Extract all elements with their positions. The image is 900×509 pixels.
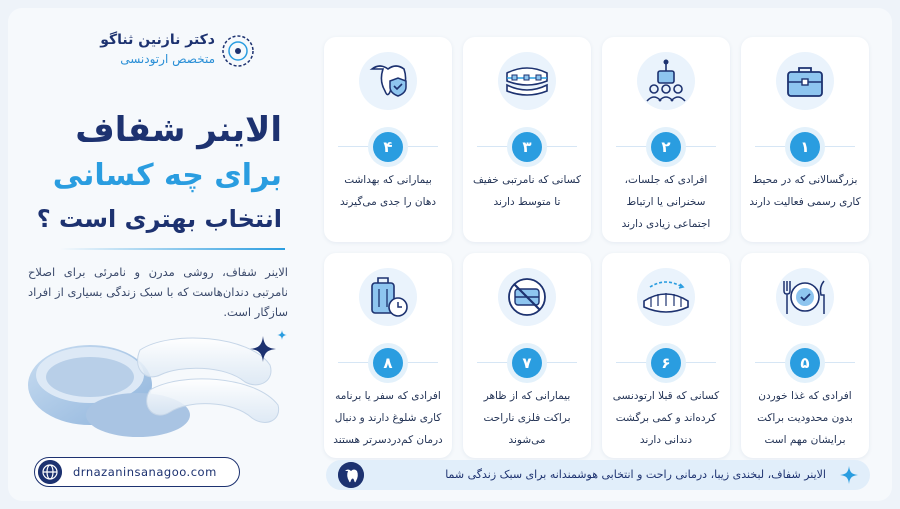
card-text: بیمارانی که از ظاهر براکت فلزی ناراحت می‌شوند <box>483 390 571 446</box>
clinic-logo-icon <box>221 34 255 68</box>
card-number: ۷ <box>512 348 542 378</box>
footer-text: الاینر شفاف، لبخندی زیبا، درمانی راحت و انتخابی هوشمندانه برای سبک زندگی شما <box>445 468 826 481</box>
card-text: بزرگسالانی که در محیط کاری رسمی فعالیت دارند <box>749 174 861 208</box>
braces-teeth-icon <box>497 51 557 111</box>
card-4 <box>324 37 452 242</box>
card-number: ۱ <box>790 132 820 162</box>
card-text: کسانی که قبلا ارتودنسی کرده‌اند و کمی برگشت دندانی دارند <box>612 390 720 446</box>
card-text: افرادی که جلسات، سخنرانی یا ارتباط اجتماعی زیادی دارند <box>621 174 711 230</box>
footer-banner <box>326 460 870 490</box>
card-text: افرادی که غذا خوردن بدون محدودیت براکت برایشان مهم است <box>757 390 853 446</box>
sparkle-icon <box>840 466 858 484</box>
briefcase-icon <box>775 51 835 111</box>
globe-icon <box>38 460 62 484</box>
card-text: افرادی که سفر یا برنامه کاری شلوغ دارند و دنبال درمان کم‌دردسرتر هستند <box>333 390 443 446</box>
card-text: بیمارانی که بهداشت دهان را جدی می‌گیرند <box>339 174 437 208</box>
card-5 <box>741 253 869 458</box>
brand-subtitle: متخصص ارتودنسی <box>120 52 215 66</box>
tooth-icon <box>338 462 364 488</box>
website-url: drnazaninsanagoo.com <box>73 465 217 479</box>
headline-line-2: برای چه کسانی <box>52 158 282 193</box>
card-number: ۲ <box>651 132 681 162</box>
speaker-podium-icon <box>636 51 696 111</box>
tooth-shield-icon <box>358 51 418 111</box>
brand-name: دکتر نازنین ثناگو <box>100 32 215 48</box>
plate-cutlery-icon <box>775 267 835 327</box>
card-6 <box>602 253 730 458</box>
card-7 <box>463 253 591 458</box>
headline-line-3: انتخاب بهتری است ؟ <box>36 205 282 233</box>
no-braces-icon <box>497 267 557 327</box>
sparkle-small-icon <box>277 330 287 340</box>
website-link[interactable] <box>34 457 240 487</box>
card-2 <box>602 37 730 242</box>
card-1 <box>741 37 869 242</box>
card-3 <box>463 37 591 242</box>
card-8 <box>324 253 452 458</box>
luggage-clock-icon <box>358 267 418 327</box>
card-text: کسانی که نامرتبی خفیف تا متوسط دارند <box>472 174 582 208</box>
intro-description: الاینر شفاف، روشی مدرن و نامرئی برای اصلاح نامرتبی دندان‌هاست که با سبک زندگی بسیاری از افراد سازگار است. <box>28 265 288 319</box>
card-number: ۴ <box>373 132 403 162</box>
card-number: ۸ <box>373 348 403 378</box>
teeth-arc-icon <box>636 267 696 327</box>
card-number: ۵ <box>790 348 820 378</box>
card-number: ۶ <box>651 348 681 378</box>
brand-header <box>50 30 255 80</box>
card-number: ۳ <box>512 132 542 162</box>
headline-line-1: الاینر شفاف <box>75 110 282 150</box>
headline-divider <box>60 248 285 250</box>
sparkle-icon <box>250 336 276 362</box>
